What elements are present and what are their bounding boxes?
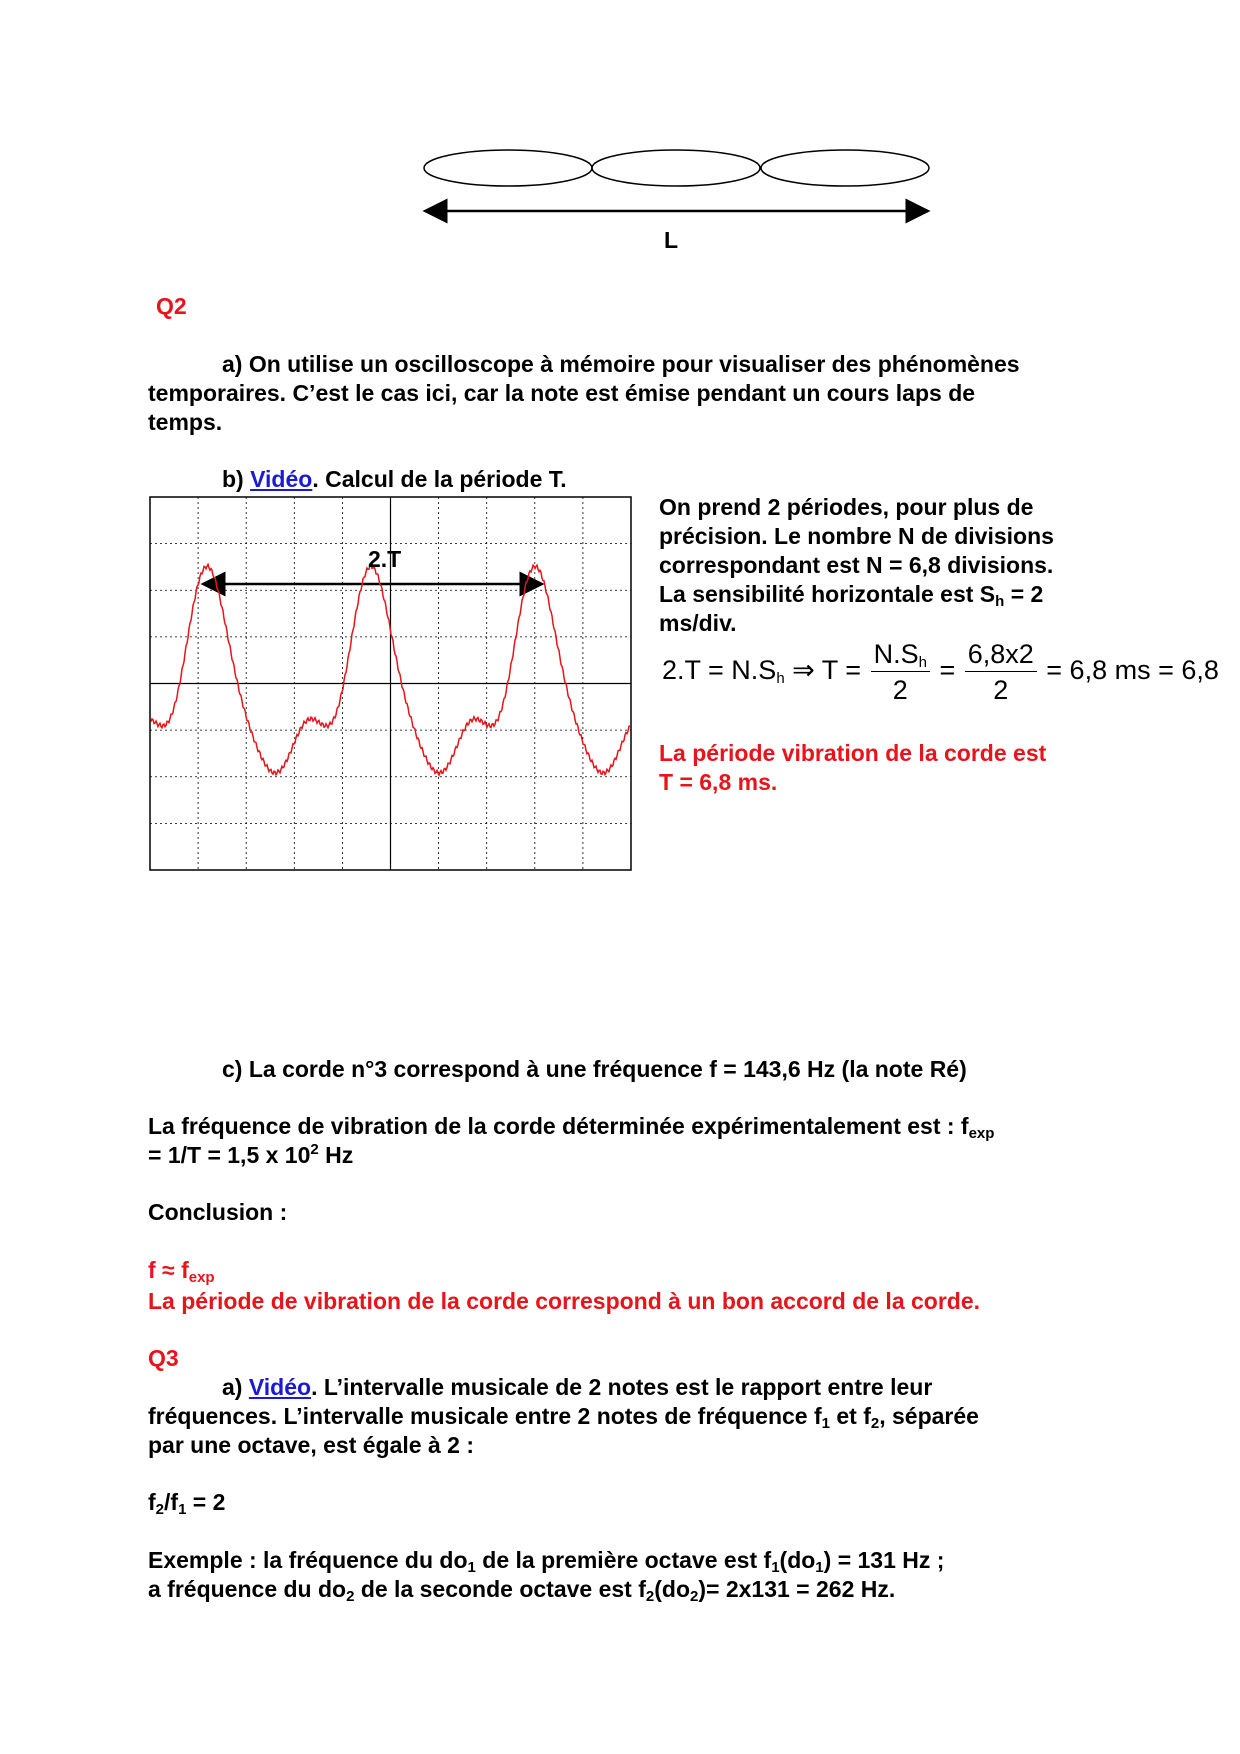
q2-b-heading: b) Vidéo. Calcul de la période T. xyxy=(222,466,567,492)
q2-a-line-3: temps. xyxy=(148,409,223,435)
example-line-1: Exemple : la fréquence du $do_1$ de la première octave est $f_1(do_1) = 131$ Hz ; xyxy=(148,1547,945,1576)
final-conclusion: La période de vibration de la corde correspond à un bon accord de la corde. xyxy=(148,1288,981,1314)
q2-a-line-2: temporaires. C’est le cas ici, car la note est émise pendant un cours laps de xyxy=(148,380,976,406)
conclusion-label: Conclusion : xyxy=(148,1199,288,1225)
explain-line-1: On prend 2 périodes, pour plus de xyxy=(659,494,1034,520)
period-result-line-2: T = 6,8 ms. xyxy=(659,769,778,795)
example-line-2: a fréquence du $do_2$ de la seconde octave est $f_2(do_2)= 2x131 = 262$ Hz. xyxy=(148,1576,896,1605)
explain-line-4: La sensibilité horizontale est $S_h = 2$ xyxy=(659,581,1044,610)
q3-a-line-3: par une octave, est égale à 2 : xyxy=(148,1432,474,1458)
experimental-frequency-line-1: La fréquence de vibration de la corde déterminée expérimentalement est : $f_{exp}$ xyxy=(148,1113,995,1142)
video-link-q3[interactable]: Vidéo xyxy=(248,1374,312,1400)
period-formula: $2.T = N.S_h$ ⇒ T = $\frac{N.S_h}{2}$ = $\frac{6,8x2}{2}$ = 6,8 ms = 6,8 xyxy=(662,639,1219,705)
octave-ratio: $f_2/f_1 = 2$ xyxy=(148,1489,226,1518)
experimental-frequency-line-2: = 1/T = 1,5 x $10^2$ Hz xyxy=(148,1141,354,1168)
approx-equality: $f \approx f_{exp}$ xyxy=(148,1257,215,1286)
two-periods-label: 2.T xyxy=(368,546,402,572)
q2-c-line: c) La corde n°3 correspond à une fréquence f = 143,6 Hz (la note Ré) xyxy=(222,1056,967,1082)
period-result-line-1: La période vibration de la corde est xyxy=(659,740,1047,766)
explain-line-2: précision. Le nombre N de divisions xyxy=(659,523,1054,549)
explain-line-5: ms/div. xyxy=(659,610,737,636)
q3-heading: Q3 xyxy=(148,1345,179,1371)
length-label: L xyxy=(664,227,679,253)
q2-a-line-1: a) On utilise un oscilloscope à mémoire pour visualiser des phénomènes xyxy=(222,351,1020,377)
q2-heading: Q2 xyxy=(156,293,187,319)
q3-a-line-1: a) Vidéo. L’intervalle musicale de 2 notes est le rapport entre leur xyxy=(222,1374,933,1400)
explain-line-3: correspondant est N = 6,8 divisions. xyxy=(659,552,1054,578)
video-link-q2[interactable]: Vidéo xyxy=(250,466,313,492)
q3-a-line-2: fréquences. L’intervalle musicale entre 2 notes de fréquence $f_1$ et $f_2$, séparée xyxy=(148,1403,979,1432)
